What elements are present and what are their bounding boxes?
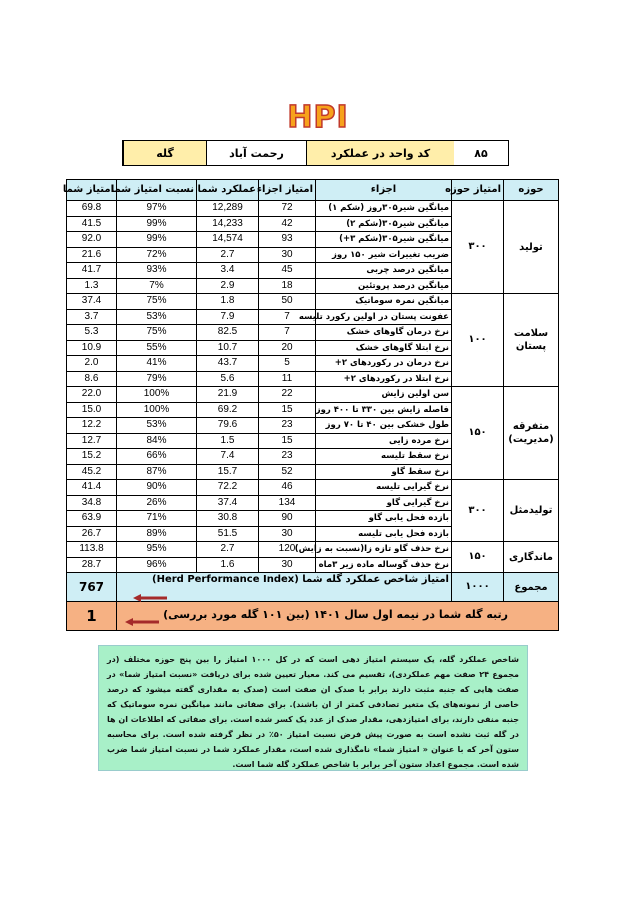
score-ratio: 66% [117, 449, 197, 465]
performance-value: 1.8 [197, 294, 259, 310]
col-header-performance: عملکرد شما [197, 180, 259, 201]
col-header-ratio: نسبت امتیاز شما [117, 180, 197, 201]
performance-value: 10.7 [197, 340, 259, 356]
performance-value: 37.4 [197, 495, 259, 511]
performance-value: 2.7 [197, 247, 259, 263]
component-name: نرخ مرده زایی [316, 433, 452, 449]
component-name: میانگین شیر۳۰۵روز (شکم ۱) [316, 201, 452, 217]
component-name: نرخ حذف گوساله ماده زیر ۳ماه [316, 557, 452, 573]
your-score: 69.8 [67, 201, 117, 217]
domain-name: تولیدمثل [504, 480, 559, 542]
table-row [67, 294, 559, 310]
score-ratio: 97% [117, 201, 197, 217]
your-score: 12.2 [67, 418, 117, 434]
your-score: 41.4 [67, 480, 117, 496]
your-score: 3.7 [67, 309, 117, 325]
col-header-component: اجزاء [316, 180, 452, 201]
total-text-cell [117, 573, 452, 602]
score-ratio: 53% [117, 309, 197, 325]
component-score: 20 [259, 340, 316, 356]
component-name: میانگین شیر۳۰۵(شکم ۲) [316, 216, 452, 232]
domain-name: سلامت پستان [504, 294, 559, 387]
score-ratio: 75% [117, 325, 197, 341]
performance-value: 3.4 [197, 263, 259, 279]
score-ratio: 26% [117, 495, 197, 511]
score-ratio: 95% [117, 542, 197, 558]
component-name: میانگین درصد چربی [316, 263, 452, 279]
component-score: 18 [259, 278, 316, 294]
performance-value: 72.2 [197, 480, 259, 496]
performance-value: 82.5 [197, 325, 259, 341]
component-name: بازده فحل یابی تلیسه [316, 526, 452, 542]
score-ratio: 90% [117, 480, 197, 496]
component-name: نرخ درمان گاوهای خشک [316, 325, 452, 341]
component-score: 50 [259, 294, 316, 310]
your-score: 41.5 [67, 216, 117, 232]
score-ratio: 75% [117, 294, 197, 310]
component-score: 5 [259, 356, 316, 372]
rank-value: 1 [67, 602, 117, 631]
your-score: 10.9 [67, 340, 117, 356]
your-score: 15.0 [67, 402, 117, 418]
table-row [67, 201, 559, 217]
your-score: 37.4 [67, 294, 117, 310]
performance-value: 14,574 [197, 232, 259, 248]
rank-text: رتبه گله شما در نیمه اول سال ۱۴۰۱ (بین ۱۰۱ گله مورد بررسی) [163, 607, 508, 621]
component-score: 7 [259, 309, 316, 325]
table-row [67, 480, 559, 496]
component-name: نرخ حذف گاو تازه زا(نسبت به زایش) [316, 542, 452, 558]
col-header-domain: حوزه [504, 180, 559, 201]
component-name: میانگین درصد پروتئین [316, 278, 452, 294]
your-score: 5.3 [67, 325, 117, 341]
domain-name: متفرقه (مدیریت) [504, 387, 559, 480]
your-score: 28.7 [67, 557, 117, 573]
your-score: 15.2 [67, 449, 117, 465]
score-ratio: 72% [117, 247, 197, 263]
component-score: 11 [259, 371, 316, 387]
your-score: 22.0 [67, 387, 117, 403]
component-name: عفونت پستان در اولین رکورد تلیسه [316, 309, 452, 325]
your-score: 113.8 [67, 542, 117, 558]
your-score: 26.7 [67, 526, 117, 542]
score-ratio: 99% [117, 216, 197, 232]
performance-value: 2.7 [197, 542, 259, 558]
your-score: 2.0 [67, 356, 117, 372]
performance-value: 2.9 [197, 278, 259, 294]
rank-text-cell [117, 602, 559, 631]
component-score: 15 [259, 402, 316, 418]
component-name: نرخ ابتلا در رکوردهای ۲+ [316, 371, 452, 387]
performance-value: 69.2 [197, 402, 259, 418]
component-name: میانگین نمره سوماتیک [316, 294, 452, 310]
herd-name-label: گله [123, 141, 206, 165]
score-ratio: 41% [117, 356, 197, 372]
performance-value: 1.6 [197, 557, 259, 573]
your-score: 8.6 [67, 371, 117, 387]
table-row [67, 542, 559, 558]
component-score: 120 [259, 542, 316, 558]
component-name: نرخ سقط تلیسه [316, 449, 452, 465]
score-ratio: 96% [117, 557, 197, 573]
your-score: 63.9 [67, 511, 117, 527]
component-name: فاصله زایش بین ۳۳۰ تا ۴۰۰ روز [316, 402, 452, 418]
component-score: 23 [259, 449, 316, 465]
your-score: 21.6 [67, 247, 117, 263]
score-ratio: 53% [117, 418, 197, 434]
domain-name: ماندگاری [504, 542, 559, 573]
performance-value: 30.8 [197, 511, 259, 527]
total-score: ۱۰۰۰ [452, 573, 504, 602]
page-title: HPI [287, 100, 349, 135]
component-score: 30 [259, 526, 316, 542]
col-header-your-score: امتیاز شما [67, 180, 117, 201]
your-score: 1.3 [67, 278, 117, 294]
component-score: 30 [259, 247, 316, 263]
component-score: 52 [259, 464, 316, 480]
component-score: 46 [259, 480, 316, 496]
herd-code-label: کد واحد در عملکرد [306, 141, 454, 165]
table-header-row [67, 180, 559, 201]
component-name: نرخ گیرایی گاو [316, 495, 452, 511]
component-name: طول خشکی بین ۴۰ تا ۷۰ روز [316, 418, 452, 434]
domain-name: تولید [504, 201, 559, 294]
total-row [67, 573, 559, 602]
your-score: 92.0 [67, 232, 117, 248]
performance-value: 21.9 [197, 387, 259, 403]
performance-value: 5.6 [197, 371, 259, 387]
domain-score: ۱۵۰ [452, 387, 504, 480]
component-score: 22 [259, 387, 316, 403]
component-name: نرخ سقط گاو [316, 464, 452, 480]
performance-value: 12,289 [197, 201, 259, 217]
total-label: مجموع [504, 573, 559, 602]
your-score: 34.8 [67, 495, 117, 511]
performance-value: 51.5 [197, 526, 259, 542]
rank-row [67, 602, 559, 631]
component-score: 30 [259, 557, 316, 573]
your-score: 12.7 [67, 433, 117, 449]
score-ratio: 89% [117, 526, 197, 542]
component-score: 93 [259, 232, 316, 248]
hpi-table [62, 179, 559, 631]
component-score: 15 [259, 433, 316, 449]
component-name: ضریب تغییرات شیر ۱۵۰ روز [316, 247, 452, 263]
component-name: نرخ درمان در رکوردهای ۲+ [316, 356, 452, 372]
total-value: 767 [67, 573, 117, 602]
component-score: 45 [259, 263, 316, 279]
performance-value: 79.6 [197, 418, 259, 434]
score-ratio: 100% [117, 402, 197, 418]
table-row [67, 387, 559, 403]
score-ratio: 55% [117, 340, 197, 356]
score-ratio: 87% [117, 464, 197, 480]
component-name: بازده فحل یابی گاو [316, 511, 452, 527]
component-score: 72 [259, 201, 316, 217]
component-score: 134 [259, 495, 316, 511]
explanation-note: شاخص عملکرد گله، یک سیستم امتیاز دهی است که در کل ۱۰۰۰ امتیاز را بین پنج حوزه مختلف (در مجموع ۲۴ صفت مهم عملکردی)، تقسیم می کند. معیار تعیین شده برای دریافت «نسبت امتیاز شما» در صفت هایی که جنبه مثبت دارند برابر با صدک ان صفت است (صدک به مقداری گفته میشود که درصد خاصی از نمونه‌های یک متغیر تصادفی کمتر از ان باشند). برای صفاتی مانند میانگین نمره سوماتیک که جنبه منفی دارند، برای امتیازدهی، مقدار صدک از عدد یک کسر شده است. برای صفاتی که اطلاعات ان ها در گله ثبت نشده است به صورت پیش فرض نسبت امتیاز ۵۰٪ در نظر گرفته شده است. برای محاسبه ستون آخر که با عنوان « امتیاز شما» نامگذاری شده است، مقدار عملکرد شما در نسبت امتیاز شما ضرب شده است. مجموع اعداد ستون آخر برابر با شاخص عملکرد گله شما است. [98, 645, 528, 771]
component-name: میانگین شیر۳۰۵(شکم ۳+) [316, 232, 452, 248]
performance-value: 7.4 [197, 449, 259, 465]
domain-score: ۳۰۰ [452, 480, 504, 542]
component-score: 7 [259, 325, 316, 341]
herd-name-value: رحمت آباد [206, 141, 306, 165]
herd-code-value: ۸۵ [454, 141, 508, 165]
score-ratio: 99% [117, 232, 197, 248]
col-header-domain-score: امتیاز حوزه [452, 180, 504, 201]
component-score: 23 [259, 418, 316, 434]
herd-header-row [122, 140, 509, 166]
component-score: 42 [259, 216, 316, 232]
performance-value: 7.9 [197, 309, 259, 325]
performance-value: 14,233 [197, 216, 259, 232]
your-score: 45.2 [67, 464, 117, 480]
score-ratio: 79% [117, 371, 197, 387]
total-text: امتیاز شاخص عملکرد گله شما (Herd Performance Index) [152, 574, 449, 585]
score-ratio: 84% [117, 433, 197, 449]
component-score: 90 [259, 511, 316, 527]
domain-score: ۱۰۰ [452, 294, 504, 387]
component-name: نرخ گیرایی تلیسه [316, 480, 452, 496]
domain-score: ۳۰۰ [452, 201, 504, 294]
arrow-left-icon [125, 618, 159, 625]
performance-value: 43.7 [197, 356, 259, 372]
col-header-component-score: امتیاز اجزاء [259, 180, 316, 201]
component-name: سن اولین زایش [316, 387, 452, 403]
score-ratio: 93% [117, 263, 197, 279]
score-ratio: 7% [117, 278, 197, 294]
performance-value: 1.5 [197, 433, 259, 449]
score-ratio: 100% [117, 387, 197, 403]
arrow-left-icon [133, 594, 167, 601]
domain-score: ۱۵۰ [452, 542, 504, 573]
performance-value: 15.7 [197, 464, 259, 480]
your-score: 41.7 [67, 263, 117, 279]
score-ratio: 71% [117, 511, 197, 527]
component-name: نرخ ابتلا گاوهای خشک [316, 340, 452, 356]
